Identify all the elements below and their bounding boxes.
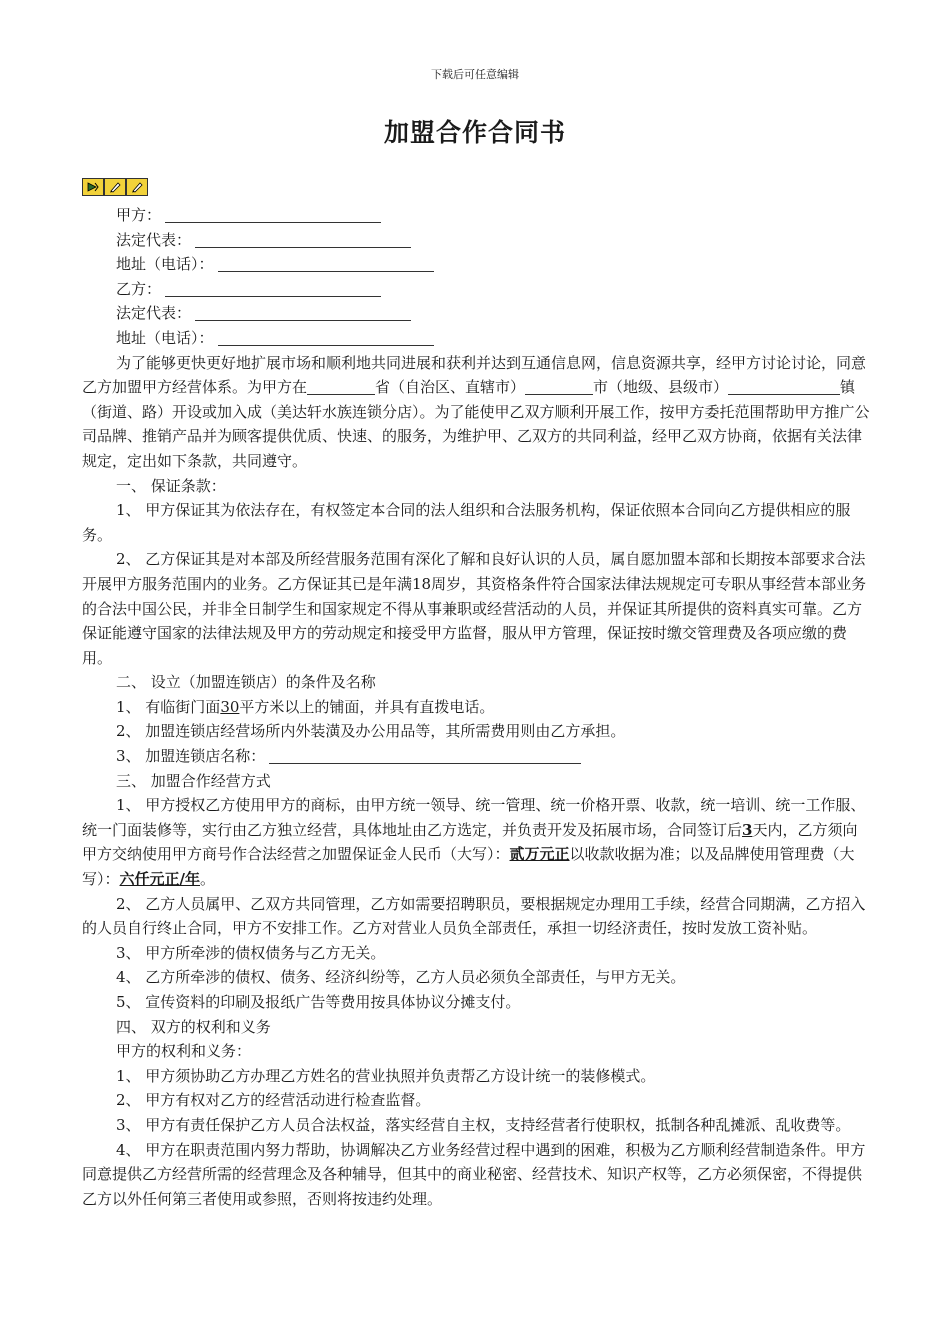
store-name-blank <box>269 747 581 764</box>
pencil-icon <box>126 178 148 196</box>
section-4-item-3: 3、 甲方有责任保护乙方人员合法权益，落实经营自主权，支持经营者行使职权，抵制各种乱摊派、乱收费等。 <box>116 1115 851 1134</box>
section-2-item-1: 1、 有临街门面30平方米以上的铺面，并具有直拨电话。 <box>116 697 495 716</box>
days-value: 3 <box>742 820 753 839</box>
section-3-item-4: 4、 乙方所牵涉的债权、债务、经济纠纷等，乙方人员必须负全部责任，与甲方无关。 <box>116 968 686 987</box>
town-blank <box>728 378 840 395</box>
section-3-item-3: 3、 甲方所牵涉的债权债务与乙方无关。 <box>116 943 386 962</box>
province-blank <box>307 378 375 395</box>
section-3-item-5: 5、 宣传资料的印刷及报纸广告等费用按具体协议分摊支付。 <box>116 993 521 1011</box>
section-1-heading: 一、 保证条款： <box>116 476 226 495</box>
section-4-subheading: 甲方的权利和义务： <box>116 1042 252 1061</box>
section-1-item-2: 2、 乙方保证其是对本部及所经营服务范围有深化了解和良好认识的人员，属自愿加盟本部和长期按本部要求合法开展甲方服务范围内的业务。乙方保证其已是年满18周岁，其资格条件符合国家法律法规规定可专职从事经营本部业务的合法中国公民，并非全日制学生和国家规定不得从事兼职或经营活动的人员，并保证其所提供的资料真实可靠。乙方保证能遵守国家的法律法规及甲方的劳动规定和接受甲方监督，服从甲方管理，保证按时缴交管理费及各项应缴的费用。 <box>82 550 867 667</box>
section-4-item-1: 1、 甲方须协助乙方办理乙方姓名的营业执照并负责帮乙方设计统一的装修模式。 <box>116 1066 656 1085</box>
contract-body <box>82 203 870 1211</box>
intro-paragraph: 为了能够更快更好地扩展市场和顺利地共同进展和获利并达到互通信息网，信息资源共享，经甲方讨论讨论，同意乙方加盟甲方经营体系。为甲方在 省（自治区、直辖市） 市（地级、县级市） 镇（街道、路）开设或加入成（美达轩水族连锁分店）。为了能使甲乙双方顺利开展工作，按甲方委托范围帮助甲方推广公司品牌、推销产品并为顾客提供优质、快速、的服务，为维护甲、乙双方的共同利益，经甲乙双方协商，依据有关法律规定，定出如下条款，共同遵守。 <box>82 353 870 470</box>
document-icon <box>82 178 104 196</box>
section-4-item-4: 4、 甲方在职责范围内努力帮助，协调解决乙方业务经营过程中遇到的困难，积极为乙方顺利经营制造条件。甲方同意提供乙方经营所需的经营理念及各种辅导，但其中的商业秘密、经营技术、知识产权等，乙方必须保密，不得提供乙方以外任何第三者使用或参照，否则将按违约处理。 <box>82 1140 866 1208</box>
party-b-line: 乙方： <box>82 277 870 302</box>
deposit-amount: 贰万元正 <box>509 845 570 864</box>
section-2-item-3: 3、 加盟连锁店名称： <box>82 744 870 769</box>
icon-strip <box>82 178 148 196</box>
legal-rep-a-blank <box>195 231 411 248</box>
header-note: 下载后可任意编辑 <box>431 68 519 81</box>
section-1-item-1: 1、 甲方保证其为依法存在，有权签定本合同的法人组织和合法服务机构，保证依照本合同向乙方提供相应的服务。 <box>82 501 851 544</box>
pencil-icon <box>104 178 126 196</box>
address-a-line: 地址（电话）： <box>82 252 870 277</box>
legal-rep-b-blank <box>195 304 411 321</box>
address-b-blank <box>218 329 434 346</box>
area-value: 30 <box>220 697 240 716</box>
document-title: 加盟合作合同书 <box>383 118 566 147</box>
section-2-item-2: 2、 加盟连锁店经营场所内外装潢及办公用品等，其所需费用则由乙方承担。 <box>116 722 626 741</box>
legal-rep-a-line: 法定代表： <box>82 228 870 253</box>
city-blank <box>525 378 593 395</box>
section-4-item-2: 2、 甲方有权对乙方的经营活动进行检查监督。 <box>116 1091 431 1110</box>
section-3-item-2: 2、 乙方人员属甲、乙双方共同管理，乙方如需要招聘职员，要根据规定办理用工手续，经营合同期满，乙方招入的人员自行终止合同，甲方不安排工作。乙方对营业人员负全部责任，承担一切经济责任，按时发放工资补贴。 <box>82 894 866 938</box>
section-3-item-1: 1、 甲方授权乙方使用甲方的商标，由甲方统一领导、统一管理、统一价格开票、收款，统一培训、统一工作服、统一门面装修等，实行由乙方独立经营，具体地址由乙方选定，并负责开发及拓展市场，合同签订后3天内，乙方须向甲方交纳使用甲方商号作合法经营之加盟保证金人民币（大写）：贰万元正以收款收据为准；以及品牌使用管理费（大写）：六仟元正/年。 <box>82 796 866 889</box>
party-b-blank <box>165 280 381 297</box>
legal-rep-b-line: 法定代表： <box>82 301 870 326</box>
address-b-line: 地址（电话）： <box>82 326 870 351</box>
brand-fee-amount: 六仟元正/年 <box>119 870 200 889</box>
section-4-heading: 四、 双方的权利和义务 <box>116 1017 271 1036</box>
section-2-heading: 二、 设立（加盟连锁店）的条件及名称 <box>116 673 376 692</box>
party-a-line: 甲方： <box>82 203 870 228</box>
address-a-blank <box>218 255 434 272</box>
section-3-heading: 三、 加盟合作经营方式 <box>116 771 271 790</box>
party-a-blank <box>165 206 381 223</box>
